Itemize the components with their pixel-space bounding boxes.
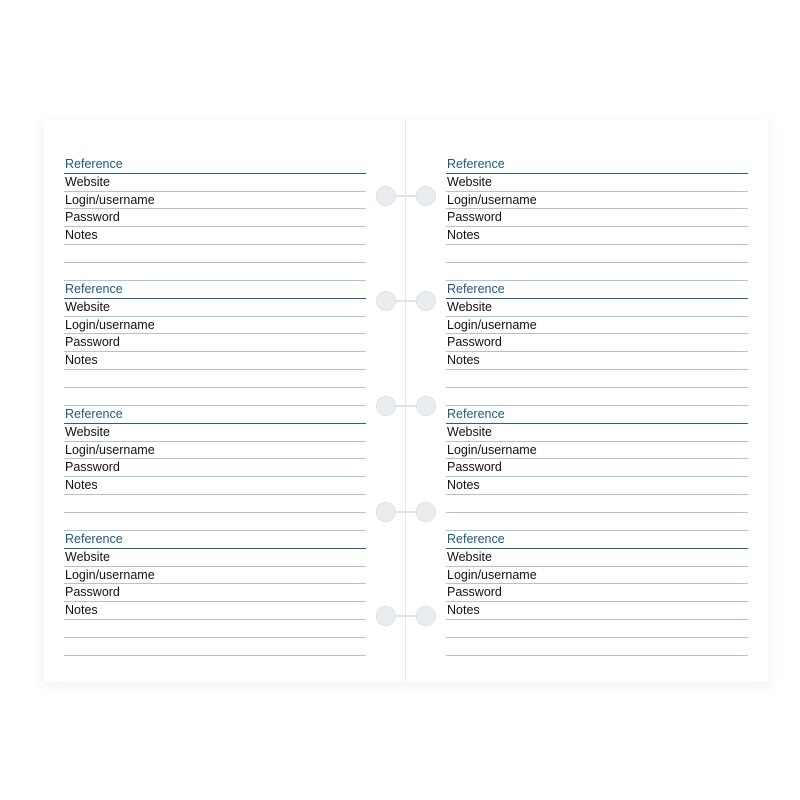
password-entry bbox=[64, 156, 366, 281]
blank-rule bbox=[446, 370, 748, 388]
login-label: Login/username bbox=[64, 317, 366, 335]
password-label: Password bbox=[64, 209, 366, 227]
website-label: Website bbox=[446, 174, 748, 192]
blank-rule bbox=[64, 263, 366, 281]
login-label: Login/username bbox=[446, 442, 748, 460]
notes-label: Notes bbox=[64, 602, 366, 620]
notes-label: Notes bbox=[446, 602, 748, 620]
password-label: Password bbox=[446, 584, 748, 602]
password-label: Password bbox=[64, 584, 366, 602]
binder-hole bbox=[376, 186, 396, 206]
binder-hole bbox=[416, 502, 436, 522]
login-label: Login/username bbox=[64, 567, 366, 585]
blank-rule bbox=[446, 620, 748, 638]
password-label: Password bbox=[64, 459, 366, 477]
blank-rule bbox=[446, 388, 748, 406]
password-entry bbox=[446, 406, 748, 531]
blank-rule bbox=[446, 245, 748, 263]
right-page bbox=[406, 120, 768, 682]
binder-hole bbox=[416, 291, 436, 311]
password-entry bbox=[446, 281, 748, 406]
notes-label: Notes bbox=[64, 477, 366, 495]
password-label: Password bbox=[446, 334, 748, 352]
blank-rule bbox=[446, 495, 748, 513]
blank-rule bbox=[64, 638, 366, 656]
password-label: Password bbox=[446, 209, 748, 227]
login-label: Login/username bbox=[446, 317, 748, 335]
blank-rule bbox=[64, 388, 366, 406]
password-label: Password bbox=[64, 334, 366, 352]
password-entry bbox=[446, 531, 748, 656]
blank-rule bbox=[64, 513, 366, 531]
reference-label: Reference bbox=[446, 531, 748, 549]
login-label: Login/username bbox=[64, 192, 366, 210]
binder-hole-link bbox=[394, 615, 418, 617]
binder-hole-link bbox=[394, 511, 418, 513]
blank-rule bbox=[446, 638, 748, 656]
login-label: Login/username bbox=[446, 567, 748, 585]
blank-rule bbox=[64, 495, 366, 513]
binder-hole bbox=[416, 396, 436, 416]
website-label: Website bbox=[64, 174, 366, 192]
notes-label: Notes bbox=[446, 352, 748, 370]
binder-hole-link bbox=[394, 195, 418, 197]
binder-hole bbox=[376, 502, 396, 522]
website-label: Website bbox=[64, 424, 366, 442]
binder-hole bbox=[376, 606, 396, 626]
password-entry bbox=[64, 281, 366, 406]
binder-hole bbox=[376, 291, 396, 311]
notes-label: Notes bbox=[446, 477, 748, 495]
website-label: Website bbox=[446, 299, 748, 317]
login-label: Login/username bbox=[64, 442, 366, 460]
notes-label: Notes bbox=[64, 352, 366, 370]
reference-label: Reference bbox=[446, 281, 748, 299]
binder-hole-link bbox=[394, 300, 418, 302]
binder-hole-link bbox=[394, 405, 418, 407]
reference-label: Reference bbox=[64, 156, 366, 174]
password-label: Password bbox=[446, 459, 748, 477]
reference-label: Reference bbox=[64, 281, 366, 299]
website-label: Website bbox=[64, 549, 366, 567]
password-entry bbox=[64, 406, 366, 531]
reference-label: Reference bbox=[446, 156, 748, 174]
planner-spread bbox=[44, 120, 768, 682]
website-label: Website bbox=[64, 299, 366, 317]
website-label: Website bbox=[446, 424, 748, 442]
reference-label: Reference bbox=[64, 531, 366, 549]
reference-label: Reference bbox=[64, 406, 366, 424]
binder-hole bbox=[376, 396, 396, 416]
notes-label: Notes bbox=[64, 227, 366, 245]
blank-rule bbox=[64, 620, 366, 638]
login-label: Login/username bbox=[446, 192, 748, 210]
password-entry bbox=[64, 531, 366, 656]
left-page bbox=[44, 120, 406, 682]
blank-rule bbox=[446, 263, 748, 281]
website-label: Website bbox=[446, 549, 748, 567]
blank-rule bbox=[446, 513, 748, 531]
binder-hole bbox=[416, 186, 436, 206]
reference-label: Reference bbox=[446, 406, 748, 424]
blank-rule bbox=[64, 370, 366, 388]
blank-rule bbox=[64, 245, 366, 263]
notes-label: Notes bbox=[446, 227, 748, 245]
binder-hole bbox=[416, 606, 436, 626]
password-entry bbox=[446, 156, 748, 281]
